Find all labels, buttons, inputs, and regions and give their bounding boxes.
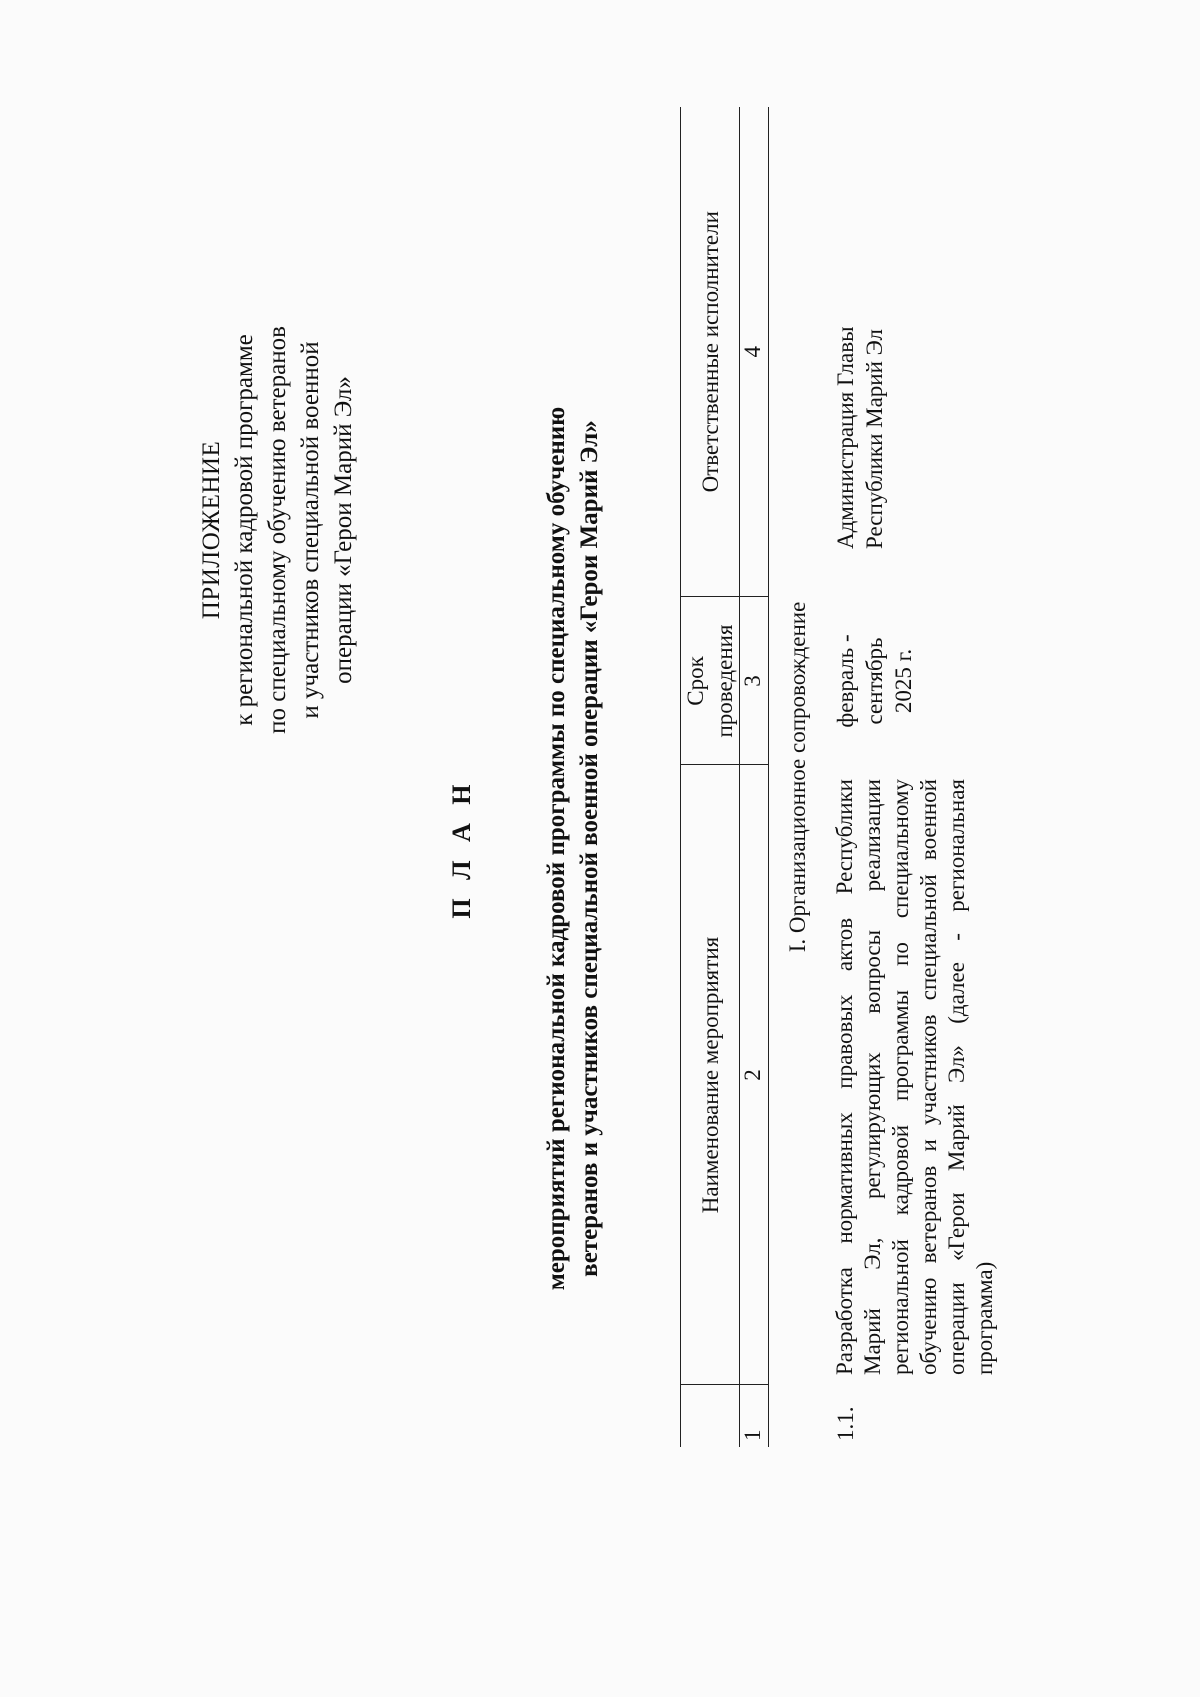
section-row (769, 107, 828, 1447)
column-number: 1 (740, 1385, 769, 1447)
section-title: I. Организационное сопровождение (785, 601, 810, 953)
item-term-line: 2025 г. (891, 648, 916, 714)
annex-line: к региональной кадровой программе (231, 334, 258, 726)
header-term: Срок проведения (681, 597, 740, 765)
item-executor-line: Республики Марий Эл (862, 328, 887, 549)
header-number-cell (681, 1385, 740, 1447)
annex-line: по специальному обучению ветеранов (264, 326, 291, 734)
annex-line: операции «Герои Марий Эл» (330, 376, 357, 684)
plan-subtitle-line: мероприятий региональной кадровой программы по специальному обучению (543, 406, 570, 1291)
plan-table (680, 107, 999, 1447)
item-executors (827, 107, 999, 597)
table-header-row (681, 107, 740, 1447)
item-term (827, 597, 999, 765)
item-number: 1.1. (833, 1406, 858, 1441)
plan-subtitle-line: ветеранов и участников специальной военной операции «Герои Марий Эл» (576, 420, 603, 1277)
column-number: 2 (740, 765, 769, 1385)
column-number: 3 (740, 597, 769, 765)
header-executors: Ответственные исполнители (681, 107, 740, 597)
item-name: Разработка нормативных правовых актов Республики Марий Эл, регулирующих вопросы реализации региональной кадровой программы по специальному обучению ветеранов и участников специальной военной операции «Герои Марий Эл» (далее - региональная программа) (832, 779, 997, 1375)
plan-heading: П Л А Н (447, 778, 476, 919)
plan-subtitle (540, 230, 606, 1467)
column-number-row (740, 107, 769, 1447)
annex-block (195, 250, 360, 810)
header-event-name: Наименование мероприятия (681, 765, 740, 1385)
annex-title: ПРИЛОЖЕНИЕ (198, 440, 225, 620)
annex-line: и участников специальной военной (297, 341, 324, 719)
column-number: 4 (740, 107, 769, 597)
table-row (827, 107, 999, 1447)
item-term-line: февраль - сентябрь (833, 634, 887, 728)
item-executor-line: Администрация Главы (833, 326, 858, 549)
